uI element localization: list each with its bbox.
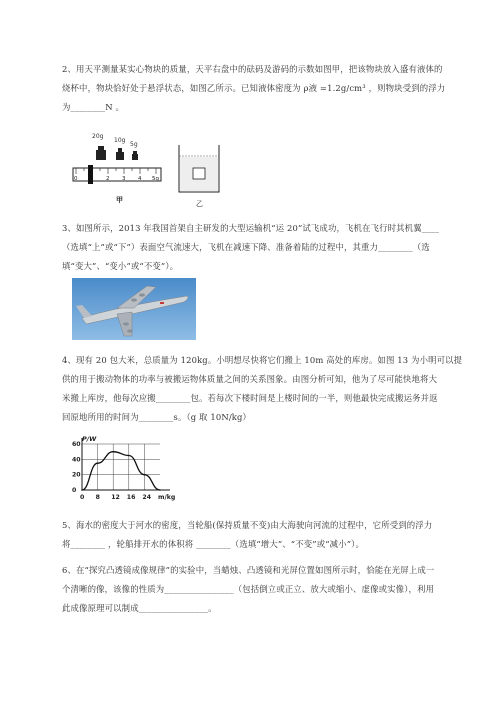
data-point <box>144 474 146 476</box>
tick-5g: 5g <box>152 176 159 182</box>
q4-line-2: 供的用于搬动物体的功率与被搬运物体质量之间的关系图象。由图分析可知，他为了尽可能快地将大 <box>62 374 438 384</box>
power-mass-chart <box>60 432 180 504</box>
q2-line-3: 为________N 。 <box>62 102 125 112</box>
ytick-label: 60 <box>72 441 81 448</box>
ytick-label: 40 <box>72 456 81 464</box>
data-point <box>128 455 130 457</box>
data-point <box>81 489 83 491</box>
q3-line-3: 填“变大”、“变小”或“不变”）。 <box>62 261 179 271</box>
weight-10g-icon <box>116 152 124 160</box>
q4-line-1: 4、现有 20 包大米，总质量为 120kg。小明想尽快将它们搬上 10m 高处的库房。如图 13 为小明可以提 <box>62 355 463 365</box>
weight-20g-icon <box>96 150 106 160</box>
data-point <box>97 462 99 464</box>
q4-line-3: 米搬上库房，他每次应搬________包。若每次下楼时间是上楼时间的一半，则他最快完成搬运务并返 <box>62 393 438 403</box>
question-2 <box>62 60 472 117</box>
xtick-label: 0 <box>80 494 85 501</box>
q6-line-2: 个清晰的像，该像的性质为________________（包括倒立或正立、放大或缩小、虚像或实像），利用 <box>62 584 435 594</box>
ytick-label: 20 <box>72 471 81 479</box>
label-jia: 甲 <box>116 196 123 204</box>
chart-ylabel: P/W <box>82 435 97 443</box>
q3-line-1: 3、如图所示，2013 年我国首架自主研发的大型运输机“运 20”试飞成功，飞机在飞行时其机翼____ <box>62 223 440 233</box>
airplane-photo <box>72 278 196 340</box>
data-point <box>159 489 161 491</box>
label-yi: 乙 <box>196 200 203 208</box>
weight-5g-icon <box>132 154 138 160</box>
question-3 <box>62 219 472 276</box>
q5-line-2: 将________ ，轮船排开水的体积将 ________（选填“增大”、“不变”或“减小”）。 <box>62 539 365 549</box>
balance-figure <box>70 128 170 208</box>
q2-line-2: 烧杯中，物块恰好处于悬浮状态，如图乙所示。已知液体密度为 ρ液 =1.2g/cm³ ，则物块受到的浮力 <box>62 83 446 93</box>
xtick-label: 16 <box>126 494 136 501</box>
xtick-label: m/kg <box>158 494 176 501</box>
question-6 <box>62 561 472 618</box>
object-block-icon <box>193 168 205 179</box>
question-4 <box>62 351 472 427</box>
question-5 <box>62 516 472 554</box>
weight-10g-label: 10g <box>114 137 126 144</box>
power-curve <box>82 452 160 490</box>
tick-3: 3 <box>122 176 126 182</box>
tick-0: 0 <box>74 176 78 182</box>
beaker-figure <box>174 140 234 210</box>
weight-5g-label: 5g <box>130 141 138 148</box>
q2-line-1: 2、用天平测量某实心物块的质量，天平右盘中的砝码及游码的示数如图甲，把该物块放入盛有液体的 <box>62 64 443 74</box>
q3-line-2: （选填“上”或“下”）表面空气流速大，飞机在减速下降、准备着陆的过程中，其重力________（选 <box>62 242 430 252</box>
tick-4: 4 <box>138 176 142 182</box>
weight-20g-label: 20g <box>92 133 104 140</box>
q6-line-1: 6、在“探究凸透镜成像规律”的实验中，当蜡烛、凸透镜和光屏位置如图所示时，恰能在光屏上成一 <box>62 565 435 575</box>
xtick-label: 12 <box>111 494 120 501</box>
xtick-label: 24 <box>142 494 152 501</box>
xtick-label: 8 <box>95 494 100 501</box>
ytick-label: 0 <box>72 487 77 494</box>
q5-line-1: 5、海水的密度大于河水的密度，当轮船(保持质量不变)由大海驶向河流的过程中，它所受到的浮力 <box>62 520 433 530</box>
rider-icon <box>88 165 93 184</box>
q6-line-3: 此成像原理可以制成________________。 <box>62 603 217 613</box>
q4-line-4: 回原地所用的时间为________s。（g 取 10N/kg） <box>62 412 252 422</box>
data-point <box>112 451 114 453</box>
tick-2: 2 <box>106 176 110 182</box>
